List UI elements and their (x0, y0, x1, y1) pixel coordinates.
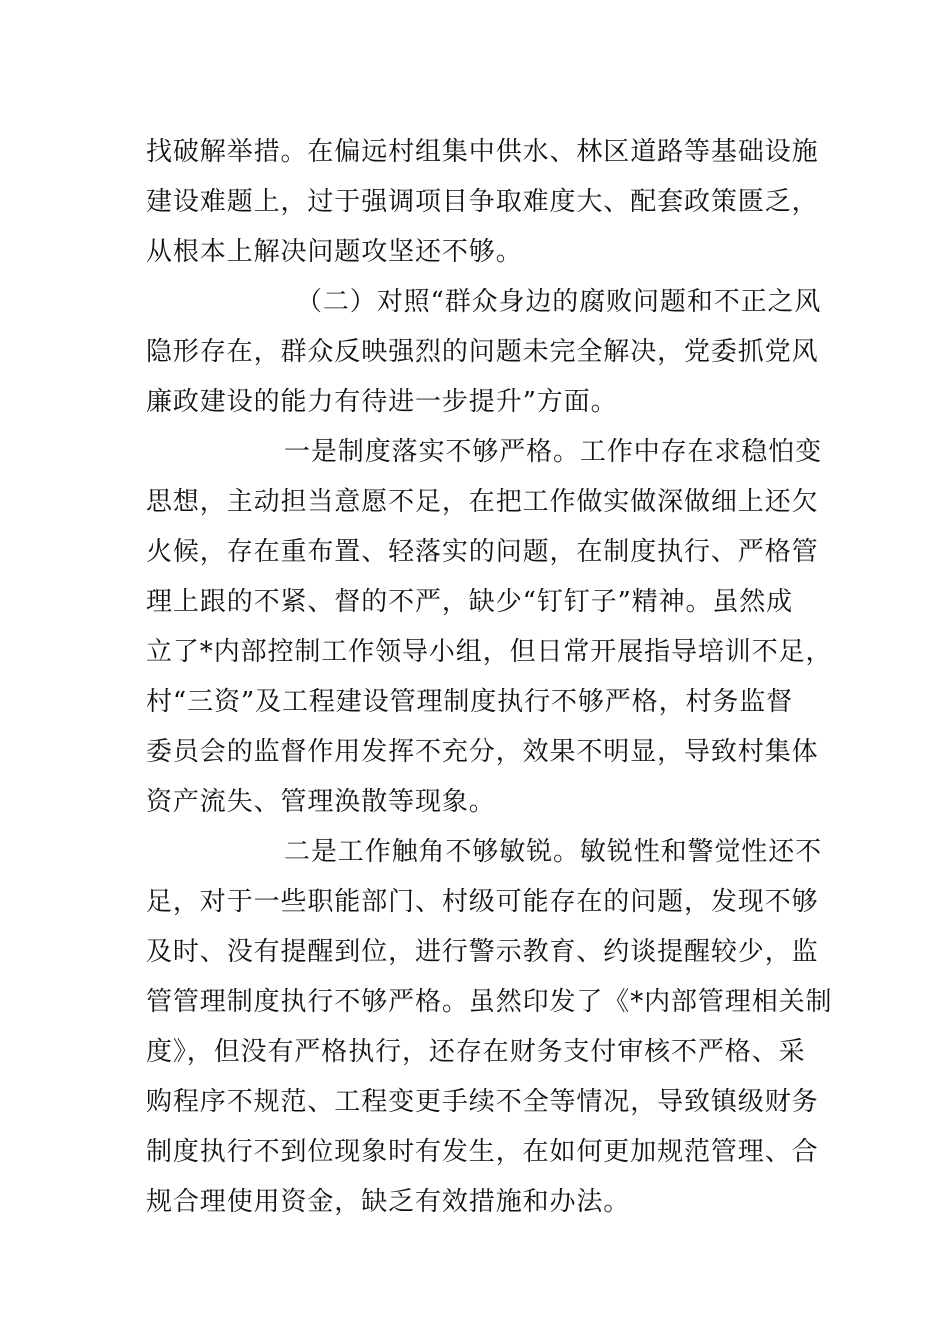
text-line: 资产流失、管理涣散等现象。 (146, 787, 496, 817)
text-line: 找破解举措。在偏远村组集中供水、林区道路等基础设施 (146, 137, 819, 167)
text-line: （二）对照“群众身边的腐败问题和不正之风 (296, 287, 822, 317)
text-line: 建设难题上，过于强调项目争取难度大、配套政策匮乏， (146, 187, 819, 217)
text-line: 隐形存在，群众反映强烈的问题未完全解决，党委抓党风 (146, 337, 819, 367)
text-line: 理上跟的不紧、督的不严，缺少“钉钉子”精神。虽然成 (146, 587, 794, 617)
text-line: 管管理制度执行不够严格。虽然印发了《*内部管理相关制 (146, 987, 833, 1017)
text-line: 规合理使用资金，缺乏有效措施和办法。 (146, 1187, 631, 1217)
text-line: 火候，存在重布置、轻落实的问题，在制度执行、严格管 (146, 537, 819, 567)
text-line: 立了*内部控制工作领导小组，但日常开展指导培训不足， (146, 637, 833, 667)
text-line: 足，对于一些职能部门、村级可能存在的问题，发现不够 (146, 887, 819, 917)
text-line: 一是制度落实不够严格。工作中存在求稳怕变 (284, 437, 823, 467)
text-line: 思想，主动担当意愿不足，在把工作做实做深做细上还欠 (146, 487, 819, 517)
text-line: 廉政建设的能力有待进一步提升”方面。 (146, 387, 618, 417)
text-line: 度》，但没有严格执行，还存在财务支付审核不严格、采 (146, 1037, 806, 1067)
text-line: 制度执行不到位现象时有发生，在如何更加规范管理、合 (146, 1137, 819, 1167)
text-line: 村“三资”及工程建设管理制度执行不够严格，村务监督 (146, 687, 794, 717)
text-line: 委员会的监督作用发挥不充分，效果不明显，导致村集体 (146, 737, 819, 767)
text-line: 二是工作触角不够敏锐。敏锐性和警觉性还不 (284, 837, 823, 867)
text-line: 及时、没有提醒到位，进行警示教育、约谈提醒较少，监 (146, 937, 819, 967)
text-line: 从根本上解决问题攻坚还不够。 (146, 237, 523, 267)
text-line: 购程序不规范、工程变更手续不全等情况，导致镇级财务 (146, 1087, 819, 1117)
